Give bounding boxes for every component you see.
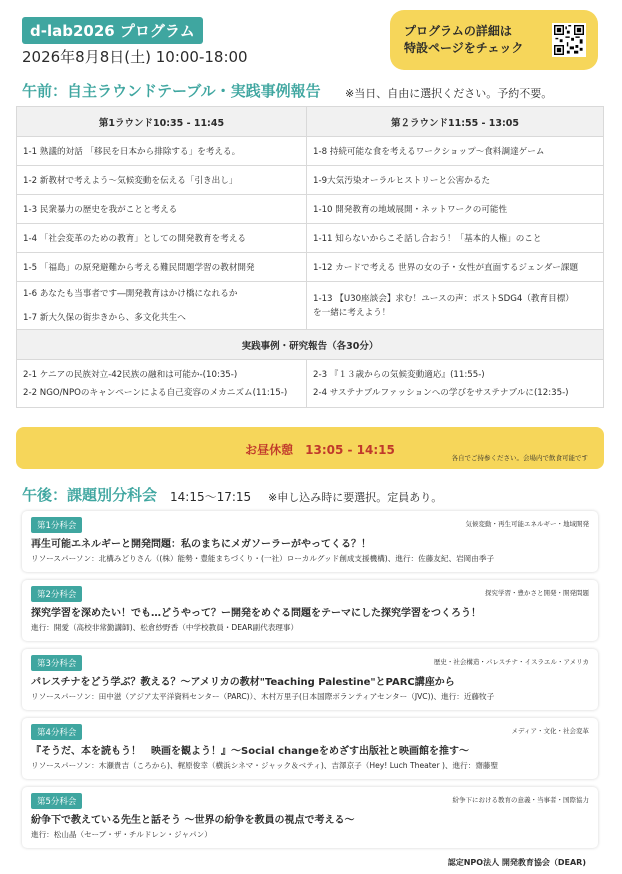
session-badge: 第4分科会 [31,724,82,740]
round2-header: 第２ラウンド11:55 - 13:05 [307,107,604,137]
session-line: 1-13 【U30座談会】求む！ユースの声：ポストSDG4（教育目標） [313,293,574,304]
session-people: リソースパーソン：北構みどりさん（(株）能勢・豊能まちづくり・(一社）ローカルグッド創成支援機構)、進行：佐藤友紀、岩岡由季子 [31,554,495,563]
report-line: 2-1 ケニアの民族対立-42民族の融和は可能か-(10:35-) [23,369,238,380]
session-cell: 1-3 民衆暴力の歴史を我がことと考える [17,195,307,224]
session-title: 探究学習を深めたい！でも…どうやって？ー開発をめぐる問題をテーマにした探究学習をつくろう！ [31,608,481,619]
session-tags: 探究学習・豊かさと開発・開発問題 [485,589,589,597]
session-badge: 第5分科会 [31,793,82,809]
detail-line-2: 特設ページをチェック [404,41,524,55]
round1-header: 第1ラウンド10:35 - 11:45 [17,107,307,137]
table-row [17,137,604,166]
session-card[interactable] [22,718,598,779]
session-cell: 1-12 カードで考える 世界の女の子・女性が直面するジェンダー課題 [307,253,604,282]
lunch-banner [16,427,604,469]
report-line: 2-2 NGO/NPOのキャンペーンによる自己変容のメカニズム(11:15-) [23,387,288,398]
table-row [17,282,604,330]
session-tags: 気候変動・再生可能エネルギー・地域開発 [465,520,589,528]
session-badge: 第1分科会 [31,517,82,533]
lunch-title: お昼休憩 13:05 - 14:15 [245,443,395,457]
report-line: 2-4 サステナブルファッションへの学びをサステナブルに(12:35-) [313,387,569,398]
detail-callout [390,10,598,70]
qr-code-graphic [554,25,584,55]
session-line: 1-7 新大久保の街歩きから、多文化共生へ [23,312,186,323]
session-people: 進行：開愛（高校非常勤講師)、松倉紗野香（中学校教員・DEAR副代表理事） [31,623,299,632]
pm-time: 14:15〜17:15 [170,490,252,504]
session-people: 進行：松山晶（セーブ・ザ・チルドレン・ジャパン） [31,830,212,839]
session-line: 1-6 あなたも当事者です―開発教育はかけ橋になれるか [23,288,238,299]
session-cell: 1-1 熟議的対話 「移民を日本から排除する」を考える。 [17,137,307,166]
session-badge: 第2分科会 [31,586,82,602]
table-row [17,195,604,224]
am-section-note: ※当日、自由に選択ください。予約不要。 [345,87,553,100]
detail-callout-text [404,23,523,57]
organizer-footer: 認定NPO法人 開発教育協会（DEAR) [447,858,586,867]
session-cell [17,282,307,330]
lunch-note: 各自でご持参ください。会場内で飲食可能です [451,454,588,462]
session-title: 『そうだ、本を読もう！ 映画を観よう！』〜Social changeをめざす出版社と映画館を推す〜 [31,746,469,757]
session-cell: 1-8 持続可能な食を考えるワークショップ〜食料調達ゲーム [307,137,604,166]
qr-code-icon[interactable] [552,23,586,57]
report-cell [17,360,307,408]
table-row [17,360,604,408]
session-people: リソースパーソン：木瀬貴吉（ころから)、梶原俊幸（横浜シネマ・ジャック＆ベティ)、吉澤京子（Hey! Luch Theater )、進行：齋藤聖 [31,761,499,770]
session-cell: 1-11 知らないからこそ話し合おう！「基本的人権」のこと [307,224,604,253]
session-cell: 1-10 開発教育の地域展開・ネットワークの可能性 [307,195,604,224]
round-header-row [17,107,604,137]
program-badge: d-lab2026 プログラム [22,17,203,44]
table-row [17,166,604,195]
session-title: パレスチナをどう学ぶ？教える？〜アメリカの教材"Teaching Palestine"とPARC講座から [31,677,455,688]
session-card[interactable] [22,649,598,710]
session-badge: 第3分科会 [31,655,82,671]
session-card[interactable] [22,787,598,848]
reports-header: 実践事例・研究報告（各30分） [17,330,604,360]
session-card[interactable] [22,511,598,572]
table-row [17,224,604,253]
session-title: 再生可能エネルギーと開発問題：私のまちにメガソーラーがやってくる？！ [31,539,371,550]
session-cell: 1-4 「社会変革のための教育」としての開発教育を考える [17,224,307,253]
detail-line-1: プログラムの詳細は [404,24,512,38]
session-tags: 紛争下における教育の意義・当事者・国際協力 [452,796,589,804]
session-title: 紛争下で教えている先生と話そう 〜世界の紛争を教員の視点で考える〜 [31,815,355,826]
pm-section-note: ※申し込み時に要選択。定員あり。 [268,491,443,504]
session-line: を一緒に考えよう！ [313,307,391,318]
session-cell: 1-2 新教材で考えよう〜気候変動を伝える「引き出し」 [17,166,307,195]
session-tags: メディア・文化・社会変革 [511,727,589,735]
reports-header-row [17,330,604,360]
roundtable-table [16,106,604,408]
pm-section-title: 午後：課題別分科会 [22,486,158,504]
report-cell [307,360,604,408]
event-date: 2026年8月8日(土) 10:00-18:00 [22,48,248,66]
report-line: 2-3 『１３歳からの気候変動適応』(11:55-) [313,369,485,380]
session-tags: 歴史・社会構造・パレスチナ・イスラエル・アメリカ [433,658,589,666]
session-card[interactable] [22,580,598,641]
session-people: リソースパーソン：田中滋（アジア太平洋資料センター（PARC)）、木村万里子(日本国際ボランティアセンター（JVC))、進行：近藤牧子 [31,692,495,701]
table-row [17,253,604,282]
am-section-title: 午前：自主ラウンドテーブル・実践事例報告 [22,82,321,100]
session-cell: 1-9大気汚染オーラルヒストリーと公害かるた [307,166,604,195]
line-gap [23,301,300,311]
session-cell: 1-5 「福島」の原発避難から考える難民問題学習の教材開発 [17,253,307,282]
session-cell [307,282,604,330]
session-cards [22,511,598,856]
